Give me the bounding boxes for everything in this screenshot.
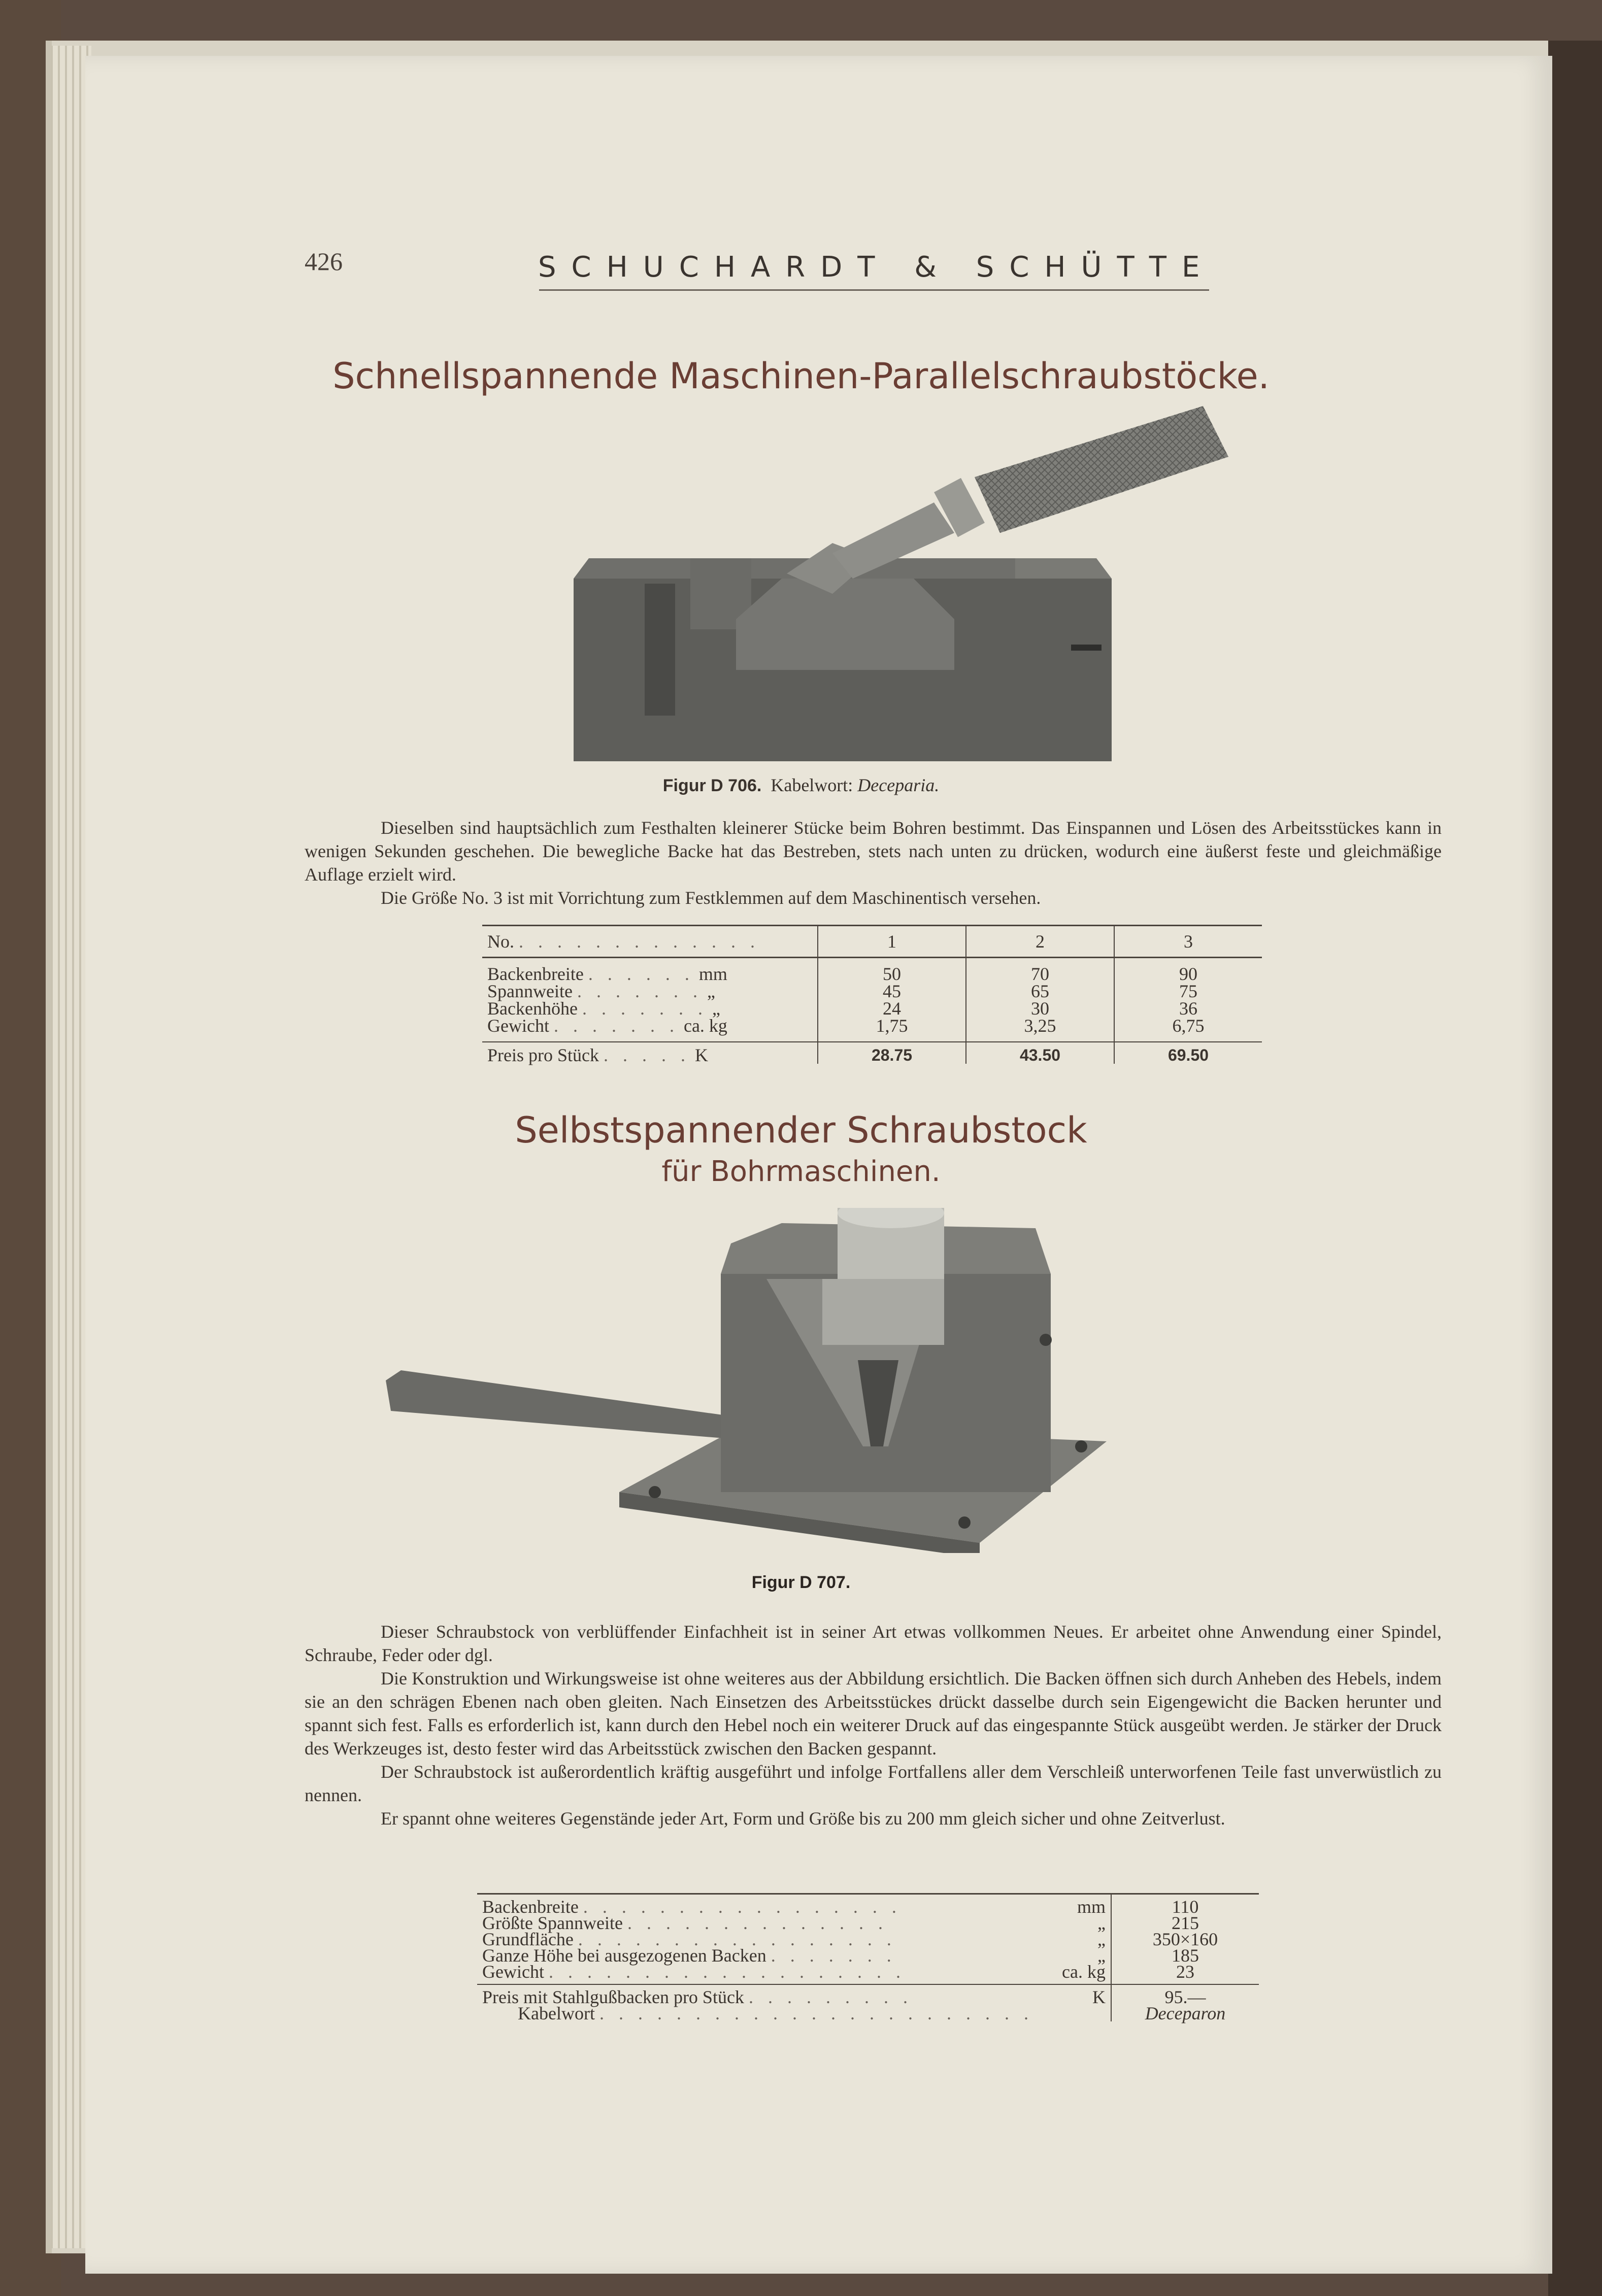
table-row [482, 1017, 1262, 1042]
price-cell: 69.50 [1114, 1042, 1262, 1064]
price-row [477, 1984, 1259, 2005]
section2-spec-table [477, 1893, 1259, 2021]
section1-title: Schnellspannende Maschinen-Parallelschraubstöcke. [332, 355, 1270, 397]
figure-d706-codeword: Deceparia. [857, 775, 940, 795]
table-row [482, 983, 1262, 1000]
table-cell: 350×160 [1111, 1931, 1259, 1947]
figure-d707-label: Figur D 707. [751, 1573, 851, 1592]
table-cell: 1,75 [818, 1017, 966, 1042]
table-cell: 6,75 [1114, 1017, 1262, 1042]
table-cell: 110 [1111, 1894, 1259, 1915]
price-row [482, 1042, 1262, 1064]
figure-d706-vise-illustration [569, 406, 1239, 761]
row-label: Ganze Höhe bei ausgezogenen Backen . . . . . . . [482, 1945, 896, 1966]
table-cell: 75 [1114, 983, 1262, 1000]
row-unit: „ [1097, 1929, 1106, 1949]
row-label: Gewicht . . . . . . . . . . . . . . . . . . . [482, 1962, 906, 1982]
row-label: Grundfläche . . . . . . . . . . . . . . . . . [482, 1929, 896, 1949]
table-cell: 30 [966, 1000, 1114, 1017]
figure-d707-vise-illustration [381, 1208, 1122, 1553]
codeword-label: Kabelwort . . . . . . . . . . . . . . . . . . . . . . . [518, 2003, 1033, 2023]
table-cell: 3,25 [966, 1017, 1114, 1042]
price-cell: 28.75 [818, 1042, 966, 1064]
table-column-header: 3 [1114, 926, 1262, 958]
row-label: Spannweite . . . . . . . „ [487, 981, 715, 1001]
table-cell: 24 [818, 1000, 966, 1017]
section2-paragraph: Die Konstruktion und Wirkungsweise ist ohne weiteres aus der Abbildung ersichtlich. Die Backen öffnen sich durch Anheben des Hebels, indem sie an den schrägen Ebenen nach oben gleiten. Nach Einsetzen des Arbeitsstückes drückt dasselbe durch sein Eigengewicht die Backen herunter und spannt sich fest. Falls es erforderlich ist, kann durch den Hebel noch ein weiterer Druck auf das eingespannte Stück ausgeübt werden. Je stärker der Druck des Werkzeuges ist, desto fester wird das Arbeitsstück zwischen den Backen gespannt. [305, 1668, 1442, 1759]
spec-table-header-row [482, 926, 1262, 958]
section2-paragraph: Dieser Schraubstock von verblüffender Einfachheit ist in seiner Art etwas vollkommen Neues. Er arbeitet ohne Anwendung einer Spindel, Schraube, Feder oder dgl. [305, 1622, 1442, 1665]
table-cell: 90 [1114, 958, 1262, 983]
figure-d706-caption [0, 774, 1602, 796]
price-cell: 95.— [1111, 1984, 1259, 2005]
row-unit: ca. kg [1062, 1962, 1106, 1982]
table-row [477, 1894, 1259, 1915]
figure-d706-codeword-label: Kabelwort: [771, 775, 853, 795]
figure-d707-caption [0, 1571, 1602, 1593]
section2-paragraph: Der Schraubstock ist außerordentlich kräftig ausgeführt und infolge Fortfallens aller dem Verschleiß unterworfenen Teile fast unverwüstlich zu nennen. [305, 1762, 1442, 1805]
section2-subtitle: für Bohrmaschinen. [661, 1155, 941, 1188]
row-label: Gewicht . . . . . . . ca. kg [487, 1016, 727, 1036]
table-column-header: 2 [966, 926, 1114, 958]
table-cell: 50 [818, 958, 966, 983]
section1-paragraph: Die Größe No. 3 ist mit Vorrichtung zum Festklemmen auf dem Maschinentisch versehen. [381, 888, 1041, 908]
table-header-label: No. . . . . . . . . . . . . . [482, 926, 818, 958]
table-cell: 65 [966, 983, 1114, 1000]
row-label: Größte Spannweite . . . . . . . . . . . . . . [482, 1913, 888, 1933]
running-head: SCHUCHARDT & SCHÜTTE [538, 251, 1215, 284]
price-unit: K [1040, 1984, 1111, 2005]
section1-paragraph: Dieselben sind hauptsächlich zum Festhalten kleinerer Stücke beim Bohren bestimmt. Das Einspannen und Lösen des Arbeitsstückes kann in wenigen Sekunden geschehen. Die bewegliche Backe hat das Bestreben, stets nach unten zu drücken, wodurch eine äußerst feste und gleichmäßige Auflage erzielt wird. [305, 818, 1442, 885]
table-cell: 215 [1111, 1915, 1259, 1931]
table-row [482, 958, 1262, 983]
price-label: Preis pro Stück . . . . . K [482, 1042, 818, 1064]
section2-paragraph: Er spannt ohne weiteres Gegenstände jeder Art, Form und Größe bis zu 200 mm gleich sicher und ohne Zeitverlust. [381, 1808, 1225, 1829]
page-number: 426 [305, 247, 343, 276]
figure-d706-label: Figur D 706. [662, 776, 762, 795]
table-row [482, 1000, 1262, 1017]
price-label: Preis mit Stahlgußbacken pro Stück . . . . . . . . . [477, 1984, 1040, 2005]
row-unit: mm [1040, 1894, 1111, 1915]
table-column-header: 1 [818, 926, 966, 958]
codeword-value: Deceparon [1145, 2003, 1226, 2023]
section2-title: Selbstspannender Schraubstock [515, 1109, 1087, 1151]
section1-spec-table [482, 925, 1262, 1064]
codeword-row [477, 2005, 1259, 2021]
table-cell: 70 [966, 958, 1114, 983]
row-unit: „ [1097, 1945, 1106, 1966]
row-label: Backenbreite . . . . . . mm [487, 964, 727, 984]
header-rule [539, 289, 1209, 291]
section1-description [305, 816, 1442, 909]
section2-description [305, 1620, 1442, 1830]
row-label: Backenhöhe . . . . . . . „ [487, 998, 720, 1019]
codeword-unit-spacer [1040, 2005, 1111, 2021]
codeword-cell [1111, 2005, 1259, 2021]
table-cell: 23 [1111, 1964, 1259, 1984]
row-label: Backenbreite . . . . . . . . . . . . . . . . . [477, 1894, 1040, 1915]
table-cell: 45 [818, 983, 966, 1000]
price-cell: 43.50 [966, 1042, 1114, 1064]
table-row [477, 1964, 1259, 1984]
row-unit: „ [1097, 1913, 1106, 1933]
table-cell: 36 [1114, 1000, 1262, 1017]
table-cell: 185 [1111, 1947, 1259, 1964]
